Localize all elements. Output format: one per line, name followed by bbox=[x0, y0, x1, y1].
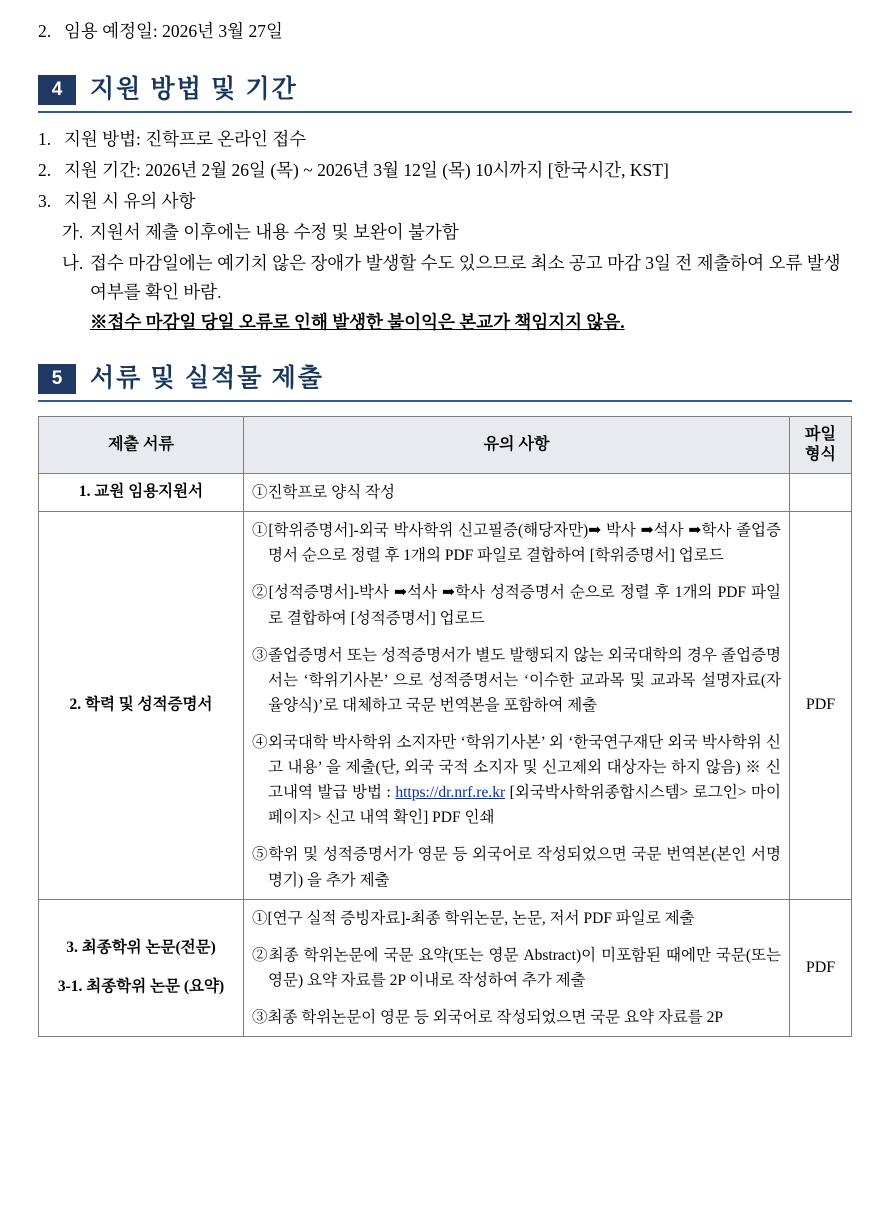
section-4 bbox=[38, 75, 852, 334]
note-line: ③졸업증명서 또는 성적증명서가 별도 발행되지 않는 외국대학의 경우 졸업증명서는 ‘학위기사본’ 으로 성적증명서는 ‘이수한 교과목 및 교과목 설명자료(자율양식)’로 대체하고 국문 번역본을 포함하여 제출 bbox=[252, 646, 781, 714]
table-row bbox=[39, 512, 852, 899]
section-5-title: 서류 및 실적물 제출 bbox=[90, 364, 324, 392]
list-text: 지원서 제출 이후에는 내용 수정 및 보완이 불가함 bbox=[90, 222, 459, 243]
note-line-with-link bbox=[252, 730, 781, 830]
column-header-format-line1: 파일 bbox=[805, 426, 836, 444]
note-line-text: ④외국대학 박사학위 소지자만 ‘학위기사본’ 외 ‘한국연구재단 외국 박사학위 신고 내용’ 을 제출(단, 외국 국적 소지자 및 신고제외 대상자는 하지 않음) ※ 신고내역 발급 방법 : https://dr.nrf.re.kr [외국박사학위종합시스템> 로그인> 마이페이지> 신고 내역 확인] PDF 인쇄 bbox=[252, 734, 781, 827]
note-line: ②최종 학위논문에 국문 요약(또는 영문 Abstract)이 미포함된 때에만 국문(또는 영문) 요약 자료를 2P 이내로 작성하여 추가 제출 bbox=[252, 946, 781, 989]
list-marker: 나. bbox=[62, 253, 84, 274]
list-text: 지원 방법: 진학프로 온라인 접수 bbox=[64, 129, 307, 150]
note-line: ⑤학위 및 성적증명서가 영문 등 외국어로 작성되었으면 국문 번역본(본인 서명 명기) 을 추가 제출 bbox=[252, 846, 781, 889]
section-4-title: 지원 방법 및 기간 bbox=[90, 75, 298, 103]
table-row bbox=[39, 474, 852, 512]
column-header-format bbox=[790, 417, 852, 474]
section-4-header bbox=[38, 75, 852, 109]
list-item bbox=[38, 156, 852, 184]
notice-text: ※접수 마감일 당일 오류로 인해 발생한 불이익은 본교가 책임지지 않음. bbox=[90, 312, 625, 333]
section-4-number: 4 bbox=[38, 75, 76, 105]
document-format: PDF bbox=[790, 899, 852, 1036]
sub-list-item bbox=[62, 249, 852, 306]
section-4-list bbox=[38, 125, 852, 334]
document-format: PDF bbox=[790, 512, 852, 899]
section-5-header bbox=[38, 364, 852, 398]
list-marker: 2. bbox=[38, 160, 52, 181]
external-link[interactable]: https://dr.nrf.re.kr bbox=[395, 784, 506, 802]
section-4-rule bbox=[38, 111, 852, 113]
column-header-document: 제출 서류 bbox=[39, 417, 244, 474]
list-marker: 3. bbox=[38, 191, 52, 212]
document-format bbox=[790, 474, 852, 512]
document-notes bbox=[244, 474, 790, 512]
list-item bbox=[38, 187, 852, 215]
list-marker: 2. bbox=[38, 21, 52, 41]
document-name-main: 3. 최종학위 논문(전문) bbox=[66, 939, 216, 957]
document-notes bbox=[244, 899, 790, 1036]
list-text: 임용 예정일: 2026년 3월 27일 bbox=[64, 21, 283, 41]
document-name: 2. 학력 및 성적증명서 bbox=[39, 512, 244, 899]
section-5-rule bbox=[38, 400, 852, 402]
list-text: 접수 마감일에는 예기치 않은 장애가 발생할 수도 있으므로 최소 공고 마감 3일 전 제출하여 오류 발생 여부를 확인 바람. bbox=[90, 253, 841, 302]
section-5 bbox=[38, 364, 852, 1037]
list-marker: 가. bbox=[62, 222, 84, 243]
section-5-number: 5 bbox=[38, 364, 76, 394]
table-row bbox=[39, 899, 852, 1036]
list-text: 지원 시 유의 사항 bbox=[64, 191, 196, 212]
column-header-notes: 유의 사항 bbox=[244, 417, 790, 474]
list-text: 지원 기간: 2026년 2월 26일 (목) ~ 2026년 3월 12일 (목) 10시까지 [한국시간, KST] bbox=[64, 160, 669, 181]
list-item bbox=[38, 18, 852, 45]
document-name: 1. 교원 임용지원서 bbox=[39, 474, 244, 512]
document-notes bbox=[244, 512, 790, 899]
submission-documents-table bbox=[38, 416, 852, 1037]
document-name bbox=[39, 899, 244, 1036]
sub-list-item bbox=[62, 218, 852, 246]
document-name-sub: 3-1. 최종학위 논문 (요약) bbox=[57, 977, 225, 995]
note-line: ①진학프로 양식 작성 bbox=[252, 484, 396, 502]
column-header-format-line2: 형식 bbox=[805, 446, 836, 464]
list-item bbox=[38, 125, 852, 153]
list-marker: 1. bbox=[38, 129, 52, 150]
note-line: ②[성적증명서]-박사 ➡석사 ➡학사 성적증명서 순으로 정렬 후 1개의 PDF 파일로 결합하여 [성적증명서] 업로드 bbox=[252, 584, 781, 627]
note-line: ①[연구 실적 증빙자료]-최종 학위논문, 논문, 저서 PDF 파일로 제출 bbox=[252, 909, 695, 927]
note-line: ③최종 학위논문이 영문 등 외국어로 작성되었으면 국문 요약 자료를 2P bbox=[252, 1009, 724, 1027]
table-header-row bbox=[39, 417, 852, 474]
note-line: ①[학위증명서]-외국 박사학위 신고필증(해당자만)➡ 박사 ➡석사 ➡학사 졸업증명서 순으로 정렬 후 1개의 PDF 파일로 결합하여 [학위증명서] 업로드 bbox=[252, 522, 781, 565]
